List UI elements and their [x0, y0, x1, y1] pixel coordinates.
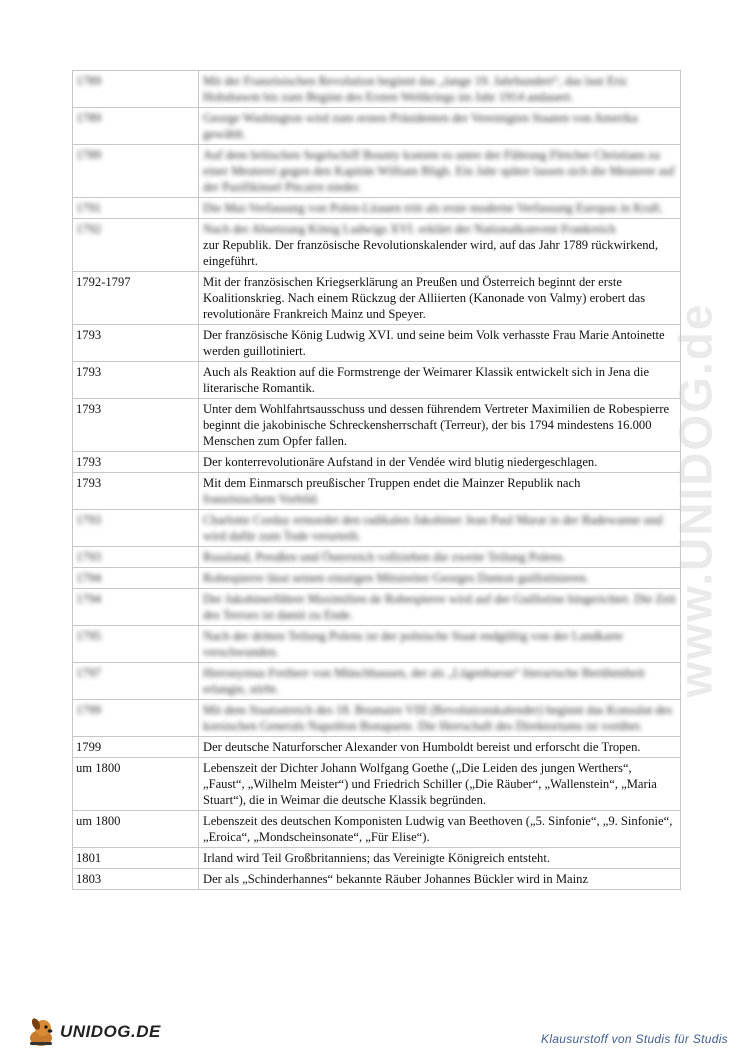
timeline-event: Nach der dritten Teilung Polens ist der polnische Staat endgültig von der Landkarte verschwunden.	[199, 626, 681, 663]
timeline-year: um 1800	[73, 811, 199, 848]
timeline-year: 1794	[73, 589, 199, 626]
timeline-year: 1793	[73, 510, 199, 547]
page-footer	[0, 1010, 750, 1060]
timeline-event: Der als „Schinderhannes“ bekannte Räuber Johannes Bückler wird in Mainz	[199, 869, 681, 890]
timeline-event-blurred-part: Nach der Absetzung König Ludwigs XVI. erklärt der Nationalkonvent Frankreich	[203, 222, 616, 236]
timeline-year: 1803	[73, 869, 199, 890]
timeline-row	[73, 272, 681, 325]
timeline-row	[73, 510, 681, 547]
timeline-row	[73, 848, 681, 869]
timeline-year: 1795	[73, 626, 199, 663]
timeline-event	[199, 219, 681, 272]
timeline-year: 1793	[73, 399, 199, 452]
timeline-year: 1793	[73, 473, 199, 510]
timeline-event: Irland wird Teil Großbritanniens; das Vereinigte Königreich entsteht.	[199, 848, 681, 869]
timeline-event-text: zur Republik. Der französische Revolutionskalender wird, auf das Jahr 1789 rückwirkend, eingeführt.	[203, 238, 658, 268]
timeline-event-blurred-part: französischem Vorbild.	[203, 492, 320, 506]
timeline-year: 1792	[73, 219, 199, 272]
timeline-event: Hieronymus Freiherr von Münchhausen, der als „Lügenbaron“ literarische Berühmtheit erlangte, stirbt.	[199, 663, 681, 700]
timeline-event: Unter dem Wohlfahrtsausschuss und dessen führendem Vertreter Maximilien de Robespierre beginnt die jakobinische Schreckensherrschaft (Terreur), der bis 1794 mindestens 16.000 Menschen zum Opfer fallen.	[199, 399, 681, 452]
timeline-event: Die Mai-Verfassung von Polen-Litauen tritt als erste moderne Verfassung Europas in Kraft.	[199, 198, 681, 219]
timeline-year: 1799	[73, 700, 199, 737]
timeline-row	[73, 589, 681, 626]
timeline-body	[73, 71, 681, 890]
timeline-event: Lebenszeit des deutschen Komponisten Ludwig van Beethoven („5. Sinfonie“, „9. Sinfonie“, „Eroica“, „Mondscheinsonate“, „Für Elise“).	[199, 811, 681, 848]
timeline-row	[73, 758, 681, 811]
footer-tagline: Klausurstoff von Studis für Studis	[541, 1032, 728, 1046]
timeline-event: Robespierre lässt seinen einstigen Mitstreiter Georges Danton guillotinieren.	[199, 568, 681, 589]
timeline-row	[73, 362, 681, 399]
timeline-row	[73, 700, 681, 737]
timeline-row	[73, 325, 681, 362]
logo-text: UNIDOG.DE	[60, 1022, 161, 1041]
timeline-year: 1793	[73, 325, 199, 362]
timeline-year: 1793	[73, 452, 199, 473]
timeline-event: Auf dem britischen Segelschiff Bounty kommt es unter der Führung Fletcher Christians zu einer Meuterei gegen den Kapitän William Bligh. Ein Jahr später lassen sich die Meuterer auf der Pazifikinsel Pitcairn nieder.	[199, 145, 681, 198]
timeline-event: Der konterrevolutionäre Aufstand in der Vendée wird blutig niedergeschlagen.	[199, 452, 681, 473]
timeline-event: Lebenszeit der Dichter Johann Wolfgang Goethe („Die Leiden des jungen Werthers“, „Faust“, „Wilhelm Meister“) und Friedrich Schiller („Die Räuber“, „Wallenstein“, „Maria Stuart“), die in Weimar die deutsche Klassik begründen.	[199, 758, 681, 811]
timeline-row	[73, 811, 681, 848]
timeline-event: Der deutsche Naturforscher Alexander von Humboldt bereist und erforscht die Tropen.	[199, 737, 681, 758]
timeline-event: Mit der Französischen Revolution beginnt das „lange 19. Jahrhundert“, das laut Eric Hobsbawm bis zum Beginn des Ersten Weltkriegs im Jahr 1914 andauert.	[199, 71, 681, 108]
timeline-event: George Washington wird zum ersten Präsidenten der Vereinigten Staaten von Amerika gewählt.	[199, 108, 681, 145]
dog-logo-icon	[24, 1015, 58, 1049]
timeline-year: 1794	[73, 568, 199, 589]
timeline-row	[73, 626, 681, 663]
timeline-event	[199, 473, 681, 510]
timeline-year: um 1800	[73, 758, 199, 811]
timeline-year: 1797	[73, 663, 199, 700]
timeline-row	[73, 145, 681, 198]
timeline-row	[73, 219, 681, 272]
timeline-event: Der Jakobinerführer Maximilien de Robespierre wird auf der Guillotine hingerichtet. Die Zeit des Terrors ist damit zu Ende.	[199, 589, 681, 626]
timeline-table-container	[72, 70, 681, 890]
unidog-logo[interactable]	[24, 1014, 161, 1050]
timeline-row	[73, 71, 681, 108]
timeline-event: Charlotte Corday ermordet den radikalen Jakobiner Jean Paul Marat in der Badewanne und wird dafür zum Tode verurteilt.	[199, 510, 681, 547]
timeline-row	[73, 108, 681, 145]
timeline-row	[73, 452, 681, 473]
timeline-row	[73, 547, 681, 568]
watermark-text: www.UNIDOG.de	[669, 302, 722, 698]
timeline-year: 1799	[73, 737, 199, 758]
timeline-year: 1792-1797	[73, 272, 199, 325]
timeline-row	[73, 869, 681, 890]
timeline-year: 1789	[73, 108, 199, 145]
timeline-year: 1789	[73, 145, 199, 198]
timeline-event: Der französische König Ludwig XVI. und seine beim Volk verhasste Frau Marie Antoinette werden guillotiniert.	[199, 325, 681, 362]
timeline-row	[73, 473, 681, 510]
timeline-row	[73, 663, 681, 700]
timeline-event: Mit der französischen Kriegserklärung an Preußen und Österreich beginnt der erste Koalitionskrieg. Nach einem Rückzug der Alliierten (Kanonade von Valmy) erobert das revolutionäre Frankreich Mainz und Speyer.	[199, 272, 681, 325]
timeline-year: 1793	[73, 362, 199, 399]
timeline-event-text: Mit dem Einmarsch preußischer Truppen endet die Mainzer Republik nach	[203, 476, 581, 490]
timeline-row	[73, 198, 681, 219]
timeline-event: Mit dem Staatsstreich des 18. Brumaire VIII (Revolutionskalender) beginnt das Konsulat des korsischen Generals Napoléon Bonaparte. Die Herrschaft des Direktoriums ist vorüber.	[199, 700, 681, 737]
timeline-row	[73, 399, 681, 452]
timeline-year: 1793	[73, 547, 199, 568]
timeline-year: 1791	[73, 198, 199, 219]
timeline-event: Auch als Reaktion auf die Formstrenge der Weimarer Klassik entwickelt sich in Jena die literarische Romantik.	[199, 362, 681, 399]
timeline-row	[73, 737, 681, 758]
timeline-event: Russland, Preußen und Österreich vollziehen die zweite Teilung Polens.	[199, 547, 681, 568]
timeline-year: 1801	[73, 848, 199, 869]
timeline-row	[73, 568, 681, 589]
timeline-year: 1789	[73, 71, 199, 108]
timeline-table	[72, 70, 681, 890]
